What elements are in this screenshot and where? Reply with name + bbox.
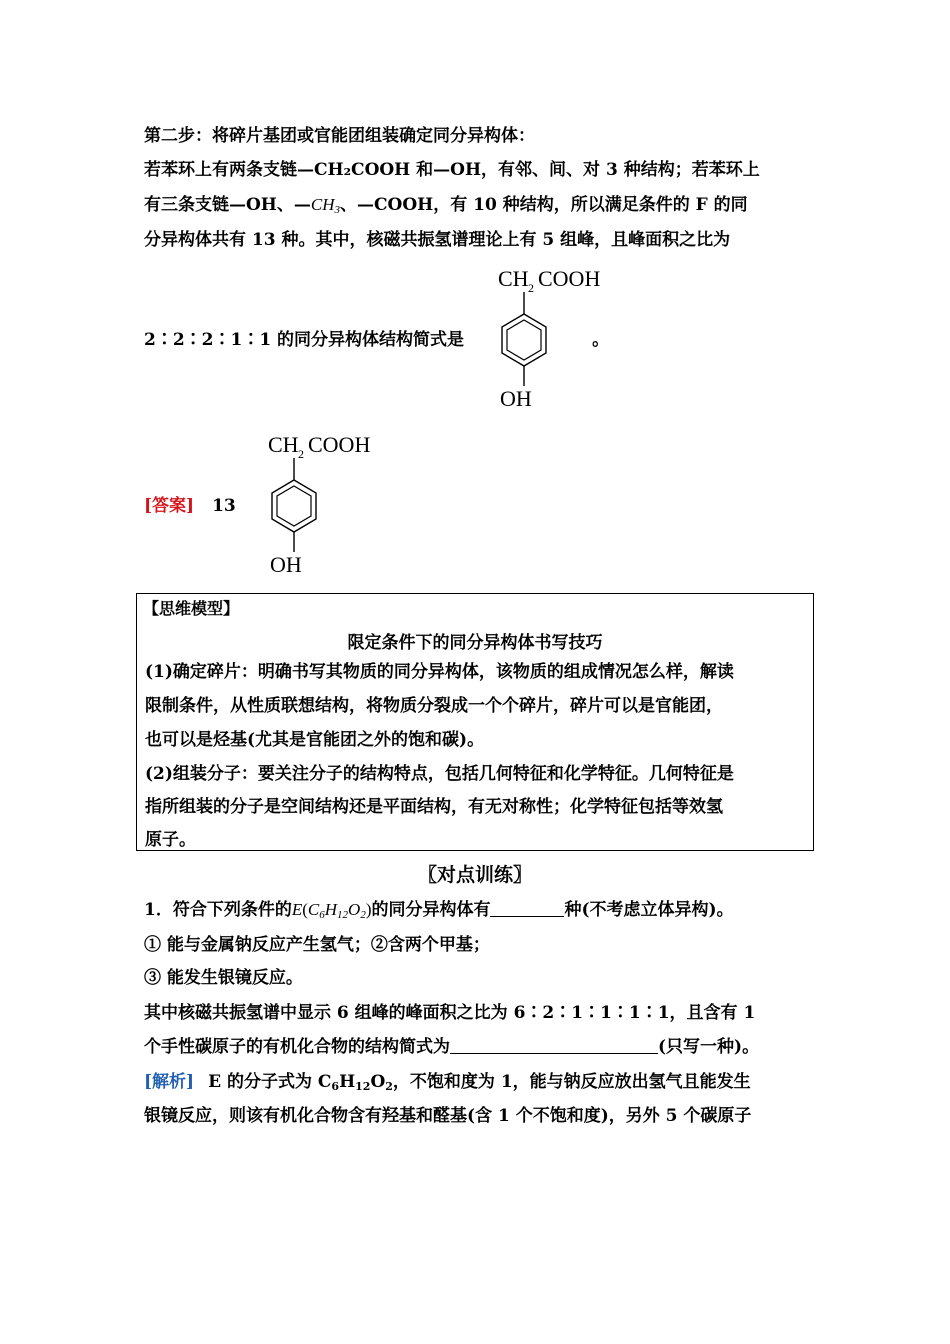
structure2-top-cooh: COOH — [308, 432, 371, 457]
step2-heading: 第二步：将碎片基团或官能团组装确定同分异构体： — [144, 126, 535, 146]
q1-condition-1: ① 能与金属钠反应产生氢气；②含两个甲基； — [144, 935, 490, 955]
step2-line-2 — [144, 193, 748, 217]
structure2-bottom-oh: OH — [270, 552, 302, 577]
ch3-formula — [311, 195, 340, 214]
q1-line-5b: (只写一种)。 — [658, 1037, 760, 1057]
structure-para-hydroxyphenylacetic-acid-2 — [250, 428, 400, 578]
structure2-top-sub: 2 — [298, 447, 304, 461]
thinking-model-tag: 【思维模型】 — [143, 599, 240, 618]
analysis-text-c: O — [370, 1072, 386, 1092]
q1-c: C — [307, 900, 320, 919]
q1-h: H — [324, 900, 338, 919]
model-p1-line-3: 也可以是烃基(尤其是官能团之外的饱和碳)。 — [145, 730, 485, 750]
q1-text-a: 1．符合下列条件的 — [144, 900, 292, 920]
q1-e: E — [291, 900, 303, 919]
analysis-text-d: ，不饱和度为 1，能与钠反应放出氢气且能发生 — [392, 1072, 751, 1092]
q1-h-sub: 12 — [337, 909, 349, 921]
ch3-subscript: 3 — [334, 204, 340, 216]
step2-line-1: 若苯环上有两条支链—CH₂COOH 和—OH，有邻、间、对 3 种结构；若苯环上 — [144, 160, 760, 180]
model-p2-line-3: 原子。 — [145, 830, 196, 850]
q1-text-c: 种(不考虑立体异构)。 — [564, 900, 734, 920]
section-title: 〖对点训练〗 — [417, 864, 532, 886]
thinking-model-title: 限定条件下的同分异构体书写技巧 — [347, 633, 603, 653]
model-p1-line-1: (1)确定碎片：明确书写其物质的同分异构体，该物质的组成情况怎么样，解读 — [145, 662, 734, 682]
q1-structure-blank[interactable] — [450, 1035, 658, 1054]
q1-answer-blank[interactable] — [490, 898, 564, 917]
q1-line-4: 其中核磁共振氢谱中显示 6 组峰的峰面积之比为 6∶2∶1∶1∶1∶1，且含有 1 — [144, 1003, 756, 1023]
thinking-model-box — [136, 593, 814, 851]
answer-line — [144, 494, 236, 518]
analysis-sub-6: 6 — [331, 1080, 340, 1093]
model-p2-line-1: (2)组装分子：要关注分子的结构特点，包括几何特征和化学特征。几何特征是 — [145, 764, 734, 784]
q1-line-1 — [144, 898, 734, 922]
structure-top-ch: CH — [498, 266, 529, 291]
q1-o: O — [348, 900, 361, 919]
step2-line-4-end: 。 — [592, 330, 610, 350]
analysis-line-2: 银镜反应，则该有机化合物含有羟基和醛基(含 1 个不饱和度)，另外 5 个碳原子 — [144, 1106, 752, 1126]
structure-top-sub: 2 — [528, 281, 534, 295]
q1-line-5a: 个手性碳原子的有机化合物的结构简式为 — [144, 1037, 450, 1057]
model-p1-line-2: 限制条件，从性质联想结构，将物质分裂成一个个碎片，碎片可以是官能团， — [145, 696, 723, 716]
structure-bottom-oh: OH — [500, 386, 532, 411]
ch-text: CH — [310, 195, 335, 214]
q1-c-sub: 6 — [319, 909, 325, 921]
step2-line-2a: 有三条支链—OH、— — [144, 195, 311, 215]
structure2-top-ch: CH — [268, 432, 299, 457]
answer-label: [答案] — [144, 496, 195, 516]
analysis-line-1 — [144, 1070, 751, 1094]
q1-o-sub: 2 — [360, 909, 366, 921]
q1-condition-2: ③ 能发生银镜反应。 — [144, 968, 303, 988]
q1-text-b: 的同分异构体有 — [371, 900, 491, 920]
model-p2-line-2: 指所组装的分子是空间结构还是平面结构，有无对称性；化学特征包括等效氢 — [145, 797, 723, 817]
analysis-text-b: H — [339, 1072, 356, 1092]
step2-line-4-text: 2∶2∶2∶1∶1 的同分异构体结构简式是 — [144, 330, 465, 350]
analysis-sub-2: 2 — [385, 1080, 393, 1093]
analysis-label: [解析] — [144, 1072, 195, 1092]
structure-top-cooh: COOH — [538, 266, 601, 291]
step2-line-2b: 、—COOH，有 10 种结构，所以满足条件的 F 的同 — [340, 195, 748, 215]
q1-formula: $E(C_6H_{12}O_2)$ — [291, 900, 372, 921]
structure-para-hydroxyphenylacetic-acid-1 — [480, 262, 630, 412]
q1-line-5 — [144, 1035, 759, 1059]
analysis-sub-12: 12 — [355, 1080, 371, 1093]
analysis-text-a: E 的分子式为 C — [208, 1072, 332, 1092]
answer-value: 13 — [212, 496, 236, 516]
step2-line-3: 分异构体共有 13 种。其中，核磁共振氢谱理论上有 5 组峰，且峰面积之比为 — [144, 230, 731, 250]
